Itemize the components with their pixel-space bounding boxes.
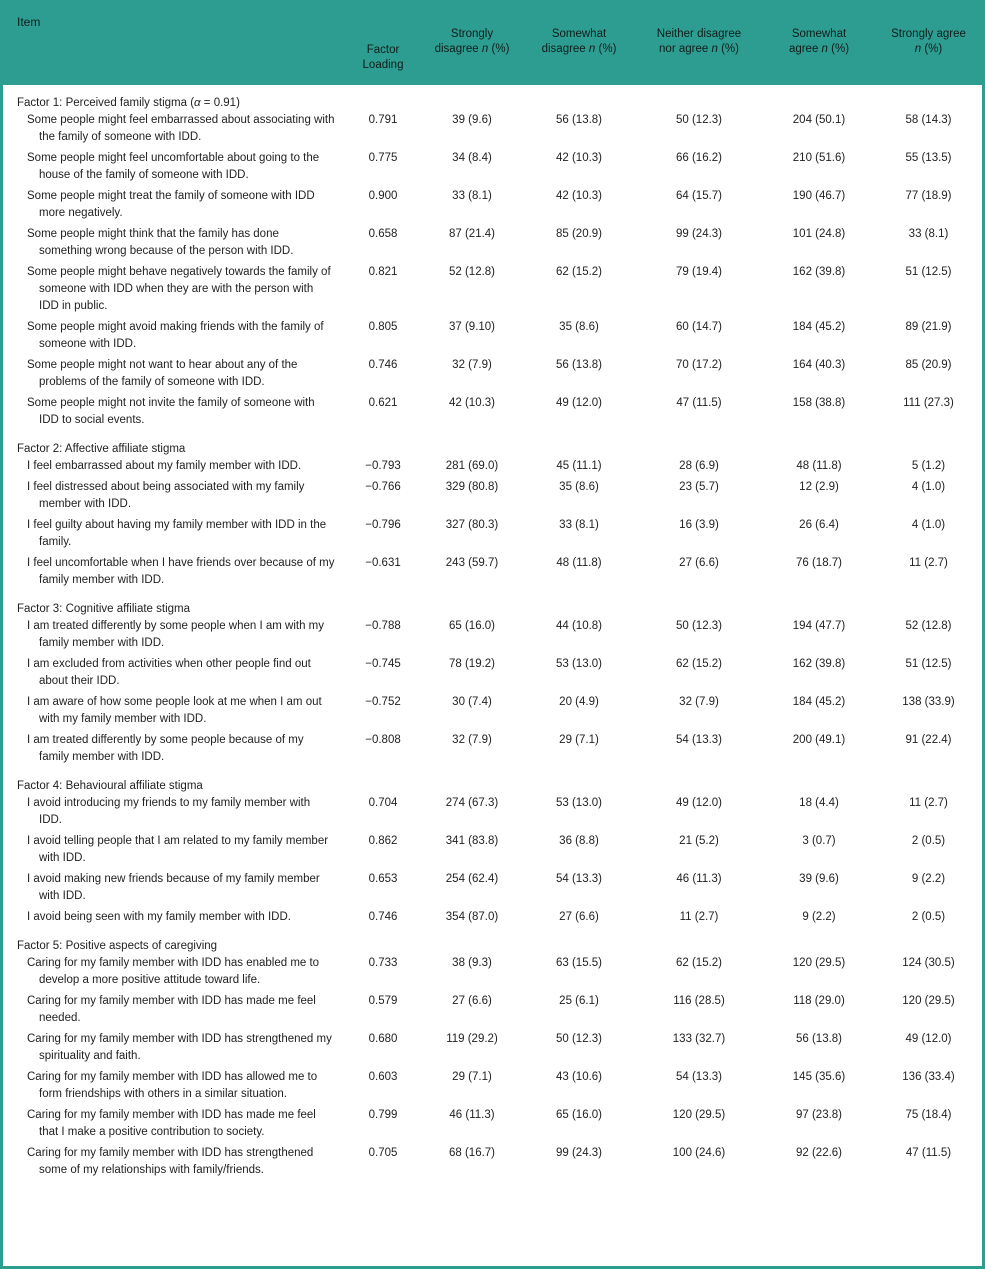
item-text: I avoid being seen with my family member with IDD. (27, 911, 291, 923)
col-header-factor-loading: Factor Loading (362, 44, 404, 71)
table-row (3, 656, 982, 690)
item-text: Some people might feel embarrassed about associating with the family of someone with IDD. (27, 114, 335, 143)
neither-value: 100 (24.6) (672, 1147, 726, 1159)
somewhat-disagree-value: 56 (13.8) (555, 359, 603, 371)
neither-value: 133 (32.7) (672, 1033, 726, 1045)
table-row (3, 226, 982, 260)
strongly-agree-value: 58 (14.3) (905, 114, 952, 126)
item-text: I am treated differently by some people when I am with my family member with IDD. (27, 620, 325, 649)
neither-value: 62 (15.2) (675, 957, 723, 969)
strongly-disagree-value: 68 (16.7) (448, 1147, 496, 1159)
strongly-disagree-value: 37 (9.10) (448, 321, 496, 333)
item-text: Caring for my family member with IDD has made me feel needed. (27, 995, 316, 1024)
strongly-agree-value: 52 (12.8) (905, 620, 952, 632)
factor-section-title: Factor 5: Positive aspects of caregiving (17, 940, 218, 952)
neither-value: 21 (5.2) (679, 835, 719, 847)
factor-loading-value: 0.791 (368, 114, 398, 126)
factor-section-title: Factor 4: Behavioural affiliate stigma (17, 780, 203, 792)
item-text: Caring for my family member with IDD has made me feel that I make a positive contribution to society. (27, 1109, 316, 1138)
factor-section (3, 95, 982, 429)
table-row (3, 517, 982, 551)
somewhat-disagree-value: 49 (12.0) (555, 397, 603, 409)
strongly-agree-value: 85 (20.9) (905, 359, 952, 371)
neither-value: 28 (6.9) (679, 460, 719, 472)
strongly-disagree-value: 327 (80.3) (445, 519, 499, 531)
factor-section (3, 601, 982, 766)
factor-loading-value: 0.799 (368, 1109, 398, 1121)
table-row (3, 1031, 982, 1065)
strongly-agree-value: 2 (0.5) (911, 911, 946, 923)
factor-loading-value: 0.746 (368, 359, 398, 371)
somewhat-agree-value: 200 (49.1) (792, 734, 846, 746)
somewhat-disagree-value: 54 (13.3) (555, 873, 603, 885)
table-row (3, 955, 982, 989)
item-text: Some people might not invite the family of someone with IDD to social events. (27, 397, 315, 426)
factor-loading-value: −0.808 (365, 734, 401, 746)
item-text: I feel embarrassed about my family member with IDD. (27, 460, 302, 472)
strongly-disagree-value: 33 (8.1) (452, 190, 492, 202)
item-text: I feel uncomfortable when I have friends over because of my family member with IDD. (27, 557, 335, 586)
neither-value: 49 (12.0) (675, 797, 723, 809)
somewhat-disagree-value: 36 (8.8) (559, 835, 599, 847)
somewhat-agree-value: 204 (50.1) (792, 114, 846, 126)
somewhat-disagree-value: 50 (12.3) (555, 1033, 603, 1045)
item-text: Caring for my family member with IDD has allowed me to form friendships with others in a similar situation. (27, 1071, 318, 1100)
table-header-row (3, 3, 982, 85)
factor-loading-value: −0.788 (365, 620, 401, 632)
col-header-strongly-disagree: Strongly disagree n (%) (434, 28, 510, 55)
table-row (3, 795, 982, 829)
neither-value: 120 (29.5) (672, 1109, 726, 1121)
somewhat-disagree-value: 33 (8.1) (559, 519, 599, 531)
table-row (3, 264, 982, 315)
somewhat-agree-value: 18 (4.4) (799, 797, 839, 809)
strongly-disagree-value: 78 (19.2) (448, 658, 496, 670)
factor-loading-value: 0.621 (368, 397, 398, 409)
table-row (3, 1107, 982, 1141)
neither-value: 116 (28.5) (673, 995, 725, 1007)
strongly-agree-value: 11 (2.7) (909, 797, 948, 809)
factor-loading-value: −0.745 (365, 658, 401, 670)
col-header-strongly-agree: Strongly agree n (%) (891, 28, 966, 55)
somewhat-disagree-value: 63 (15.5) (555, 957, 603, 969)
somewhat-agree-value: 48 (11.8) (796, 460, 842, 472)
table-row (3, 150, 982, 184)
factor-section (3, 778, 982, 926)
somewhat-agree-value: 184 (45.2) (792, 696, 846, 708)
neither-value: 70 (17.2) (675, 359, 723, 371)
factor-loading-value: −0.796 (365, 519, 401, 531)
table-row (3, 1069, 982, 1103)
somewhat-agree-value: 120 (29.5) (792, 957, 846, 969)
neither-value: 50 (12.3) (675, 620, 723, 632)
somewhat-agree-value: 76 (18.7) (795, 557, 843, 569)
neither-value: 16 (3.9) (679, 519, 719, 531)
somewhat-agree-value: 92 (22.6) (795, 1147, 843, 1159)
factor-loading-value: 0.603 (368, 1071, 398, 1083)
somewhat-agree-value: 158 (38.8) (792, 397, 846, 409)
somewhat-agree-value: 162 (39.8) (792, 266, 846, 278)
strongly-disagree-value: 341 (83.8) (445, 835, 499, 847)
item-text: I feel guilty about having my family member with IDD in the family. (27, 519, 327, 548)
neither-value: 54 (13.3) (675, 734, 723, 746)
factor-loading-value: 0.653 (368, 873, 398, 885)
item-text: Some people might feel uncomfortable about going to the house of the family of someone with IDD. (27, 152, 320, 181)
item-text: I am excluded from activities when other people find out about their IDD. (27, 658, 311, 687)
strongly-agree-value: 124 (30.5) (902, 957, 955, 969)
table-row (3, 732, 982, 766)
strongly-agree-value: 11 (2.7) (909, 557, 948, 569)
item-text: Some people might behave negatively towards the family of someone with IDD when they are with the person with IDD in public. (27, 266, 331, 312)
somewhat-agree-value: 56 (13.8) (795, 1033, 843, 1045)
neither-value: 46 (11.3) (676, 873, 722, 885)
somewhat-disagree-value: 20 (4.9) (559, 696, 599, 708)
strongly-agree-value: 33 (8.1) (908, 228, 949, 240)
somewhat-disagree-value: 99 (24.3) (555, 1147, 603, 1159)
factor-loading-value: 0.900 (368, 190, 398, 202)
factor-section (3, 938, 982, 1179)
item-text: Some people might treat the family of someone with IDD more negatively. (27, 190, 315, 219)
neither-value: 23 (5.7) (679, 481, 719, 493)
table-row (3, 479, 982, 513)
somewhat-disagree-value: 53 (13.0) (555, 658, 603, 670)
strongly-disagree-value: 329 (80.8) (445, 481, 499, 493)
factor-loading-value: 0.658 (368, 228, 398, 240)
neither-value: 66 (16.2) (675, 152, 723, 164)
somewhat-disagree-value: 56 (13.8) (555, 114, 603, 126)
strongly-disagree-value: 281 (69.0) (445, 460, 499, 472)
somewhat-disagree-value: 35 (8.6) (559, 321, 599, 333)
strongly-disagree-value: 39 (9.6) (452, 114, 492, 126)
table-row (3, 833, 982, 867)
neither-value: 32 (7.9) (679, 696, 719, 708)
item-text: I avoid introducing my friends to my family member with IDD. (27, 797, 311, 826)
neither-value: 50 (12.3) (675, 114, 723, 126)
factor-loading-value: −0.631 (365, 557, 401, 569)
factor-loading-value: 0.704 (368, 797, 398, 809)
somewhat-agree-value: 194 (47.7) (792, 620, 846, 632)
strongly-disagree-value: 52 (12.8) (448, 266, 496, 278)
strongly-disagree-value: 119 (29.2) (446, 1033, 498, 1045)
factor-section-title: Factor 2: Affective affiliate stigma (17, 443, 186, 455)
strongly-disagree-value: 274 (67.3) (445, 797, 499, 809)
factor-loading-value: 0.746 (368, 911, 398, 923)
table-row (3, 395, 982, 429)
strongly-agree-value: 2 (0.5) (911, 835, 946, 847)
strongly-disagree-value: 32 (7.9) (452, 734, 492, 746)
strongly-disagree-value: 42 (10.3) (448, 397, 496, 409)
strongly-agree-value: 111 (27.3) (903, 397, 954, 409)
factor-section (3, 441, 982, 589)
table-row (3, 319, 982, 353)
factor-loading-value: 0.579 (368, 995, 398, 1007)
somewhat-disagree-value: 45 (11.1) (556, 460, 602, 472)
factor-loading-value: 0.862 (368, 835, 398, 847)
factor-loading-value: −0.793 (365, 460, 401, 472)
somewhat-disagree-value: 42 (10.3) (555, 190, 603, 202)
neither-value: 11 (2.7) (679, 911, 719, 923)
factor-loading-value: 0.705 (368, 1147, 398, 1159)
somewhat-agree-value: 3 (0.7) (802, 835, 836, 847)
col-header-somewhat-agree: Somewhat agree n (%) (788, 28, 850, 55)
strongly-agree-value: 9 (2.2) (911, 873, 946, 885)
item-text: Caring for my family member with IDD has strengthened some of my relationships with family/friends. (27, 1147, 314, 1176)
somewhat-disagree-value: 42 (10.3) (555, 152, 603, 164)
somewhat-agree-value: 39 (9.6) (799, 873, 839, 885)
item-text: I avoid making new friends because of my family member with IDD. (27, 873, 320, 902)
item-text: Caring for my family member with IDD has enabled me to develop a more positive attitude toward life. (27, 957, 320, 986)
strongly-agree-value: 55 (13.5) (905, 152, 952, 164)
neither-value: 54 (13.3) (675, 1071, 723, 1083)
factor-loading-value: −0.752 (365, 696, 401, 708)
somewhat-disagree-value: 29 (7.1) (559, 734, 599, 746)
table-row (3, 993, 982, 1027)
strongly-agree-value: 77 (18.9) (905, 190, 952, 202)
factor-loading-value: 0.821 (368, 266, 398, 278)
item-text: Caring for my family member with IDD has strengthened my spirituality and faith. (27, 1033, 332, 1062)
factor-section-title: Factor 3: Cognitive affiliate stigma (17, 603, 191, 615)
factor-loading-value: 0.775 (368, 152, 398, 164)
strongly-disagree-value: 46 (11.3) (449, 1109, 495, 1121)
somewhat-disagree-value: 27 (6.6) (559, 911, 599, 923)
neither-value: 27 (6.6) (679, 557, 719, 569)
col-header-item: Item (17, 15, 41, 29)
neither-value: 99 (24.3) (675, 228, 723, 240)
somewhat-disagree-value: 44 (10.8) (555, 620, 603, 632)
strongly-disagree-value: 27 (6.6) (452, 995, 492, 1007)
table-row (3, 618, 982, 652)
strongly-disagree-value: 243 (59.7) (445, 557, 499, 569)
strongly-disagree-value: 32 (7.9) (452, 359, 492, 371)
strongly-agree-value: 51 (12.5) (905, 658, 952, 670)
somewhat-disagree-value: 85 (20.9) (555, 228, 603, 240)
neither-value: 60 (14.7) (675, 321, 723, 333)
somewhat-disagree-value: 48 (11.8) (556, 557, 602, 569)
strongly-agree-value: 138 (33.9) (902, 696, 955, 708)
somewhat-agree-value: 118 (29.0) (793, 995, 845, 1007)
somewhat-agree-value: 145 (35.6) (792, 1071, 846, 1083)
factor-section-title: Factor 1: Perceived family stigma (α = 0.91) (17, 97, 240, 109)
somewhat-agree-value: 97 (23.8) (795, 1109, 843, 1121)
table-row (3, 458, 982, 475)
strongly-disagree-value: 38 (9.3) (452, 957, 492, 969)
somewhat-disagree-value: 25 (6.1) (559, 995, 599, 1007)
strongly-agree-value: 51 (12.5) (905, 266, 952, 278)
neither-value: 62 (15.2) (675, 658, 723, 670)
table-row (3, 694, 982, 728)
somewhat-disagree-value: 43 (10.6) (555, 1071, 603, 1083)
factor-loading-value: 0.680 (368, 1033, 398, 1045)
strongly-agree-value: 120 (29.5) (902, 995, 955, 1007)
strongly-disagree-value: 65 (16.0) (448, 620, 496, 632)
item-text: Some people might think that the family has done something wrong because of the person with IDD. (27, 228, 294, 257)
table-row (3, 909, 982, 926)
strongly-agree-value: 75 (18.4) (905, 1109, 952, 1121)
neither-value: 79 (19.4) (675, 266, 723, 278)
strongly-agree-value: 47 (11.5) (905, 1147, 952, 1159)
table-row (3, 555, 982, 589)
item-text: I am treated differently by some people because of my family member with IDD. (27, 734, 304, 763)
somewhat-agree-value: 12 (2.9) (799, 481, 839, 493)
strongly-agree-value: 4 (1.0) (911, 519, 946, 531)
strongly-agree-value: 136 (33.4) (902, 1071, 955, 1083)
factor-loading-value: −0.766 (365, 481, 401, 493)
neither-value: 64 (15.7) (675, 190, 723, 202)
somewhat-agree-value: 190 (46.7) (792, 190, 846, 202)
item-text: I am aware of how some people look at me when I am out with my family member with IDD. (27, 696, 322, 725)
table-row (3, 1145, 982, 1179)
strongly-disagree-value: 87 (21.4) (448, 228, 496, 240)
somewhat-agree-value: 210 (51.6) (792, 152, 846, 164)
table-row (3, 188, 982, 222)
strongly-disagree-value: 34 (8.4) (452, 152, 492, 164)
somewhat-disagree-value: 35 (8.6) (559, 481, 599, 493)
table-row (3, 871, 982, 905)
strongly-disagree-value: 354 (87.0) (445, 911, 499, 923)
somewhat-agree-value: 101 (24.8) (792, 228, 846, 240)
somewhat-agree-value: 162 (39.8) (792, 658, 846, 670)
factor-loading-value: 0.733 (368, 957, 398, 969)
strongly-agree-value: 5 (1.2) (911, 460, 946, 472)
strongly-agree-value: 91 (22.4) (905, 734, 952, 746)
somewhat-agree-value: 26 (6.4) (799, 519, 839, 531)
somewhat-disagree-value: 62 (15.2) (555, 266, 603, 278)
item-text: Some people might avoid making friends with the family of someone with IDD. (27, 321, 324, 350)
item-text: I avoid telling people that I am related to my family member with IDD. (27, 835, 329, 864)
strongly-disagree-value: 29 (7.1) (452, 1071, 492, 1083)
strongly-agree-value: 49 (12.0) (905, 1033, 952, 1045)
somewhat-agree-value: 164 (40.3) (792, 359, 846, 371)
col-header-neither: Neither disagree nor agree n (%) (656, 28, 742, 55)
strongly-disagree-value: 30 (7.4) (452, 696, 492, 708)
table-body (3, 85, 982, 1266)
factor-loading-value: 0.805 (368, 321, 398, 333)
table-row (3, 357, 982, 391)
somewhat-agree-value: 184 (45.2) (792, 321, 846, 333)
somewhat-agree-value: 9 (2.2) (802, 911, 836, 923)
somewhat-disagree-value: 65 (16.0) (555, 1109, 603, 1121)
strongly-agree-value: 89 (21.9) (905, 321, 952, 333)
strongly-agree-value: 4 (1.0) (911, 481, 946, 493)
item-text: Some people might not want to hear about any of the problems of the family of someone with IDD. (27, 359, 298, 388)
table-row (3, 112, 982, 146)
strongly-disagree-value: 254 (62.4) (445, 873, 499, 885)
somewhat-disagree-value: 53 (13.0) (555, 797, 603, 809)
item-text: I feel distressed about being associated with my family member with IDD. (27, 481, 305, 510)
neither-value: 47 (11.5) (676, 397, 722, 409)
col-header-somewhat-disagree: Somewhat disagree n (%) (541, 28, 617, 55)
